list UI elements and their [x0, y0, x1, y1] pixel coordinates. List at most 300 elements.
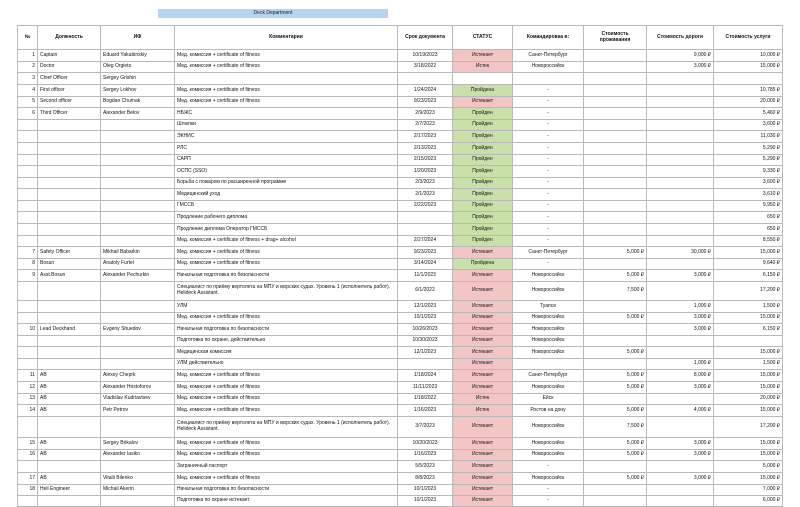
cell-road-cost[interactable] — [647, 73, 714, 85]
cell-name[interactable] — [101, 417, 175, 438]
cell-road-cost[interactable] — [647, 97, 714, 108]
cell-status[interactable]: Истекает — [453, 382, 513, 394]
cell-doc-date[interactable]: 2/9/2023 — [398, 108, 453, 120]
cell-service-cost[interactable]: 10,000 ₽ — [714, 50, 783, 62]
cell-road-cost[interactable]: 3,000 ₽ — [647, 324, 714, 336]
cell-service-cost[interactable]: 1,500 ₽ — [714, 359, 783, 370]
cell-comment[interactable] — [175, 73, 398, 85]
cell-trip-to[interactable]: - — [513, 485, 584, 496]
cell-comment[interactable]: Мед. комиссия + certificate of fitness + drag+ alcohol — [175, 236, 398, 247]
cell-service-cost[interactable]: 20,000 ₽ — [714, 394, 783, 405]
cell-trip-to[interactable]: Новороссийск — [513, 438, 584, 450]
cell-status[interactable]: Пройден — [453, 108, 513, 120]
cell-lodging-cost[interactable] — [584, 131, 647, 143]
cell-doc-date[interactable] — [398, 224, 453, 236]
cell-service-cost[interactable]: 8,550 ₽ — [714, 236, 783, 247]
cell-trip-to[interactable]: Санкт-Петербург — [513, 50, 584, 62]
cell-doc-date[interactable]: 10/1/2023 — [398, 313, 453, 324]
cell-trip-to[interactable]: Новороссийск — [513, 347, 584, 359]
cell-position[interactable] — [38, 201, 101, 212]
cell-name[interactable]: Evgeny Shuedov — [101, 324, 175, 336]
cell-road-cost[interactable]: 3,000 ₽ — [647, 62, 714, 73]
cell-trip-to[interactable]: - — [513, 97, 584, 108]
cell-doc-date[interactable]: 2/13/2023 — [398, 143, 453, 155]
cell-position[interactable] — [38, 347, 101, 359]
cell-service-cost[interactable]: 6,150 ₽ — [714, 324, 783, 336]
cell-road-cost[interactable]: 1,000 ₽ — [647, 301, 714, 313]
cell-name[interactable]: Alexey Cheprk — [101, 370, 175, 382]
cell-no[interactable] — [18, 166, 38, 178]
cell-comment[interactable]: Мед. комиссия + certificate of fitness — [175, 394, 398, 405]
cell-doc-date[interactable]: 2/3/2023 — [398, 178, 453, 189]
cell-lodging-cost[interactable] — [584, 394, 647, 405]
cell-no[interactable] — [18, 131, 38, 143]
cell-trip-to[interactable]: - — [513, 166, 584, 178]
cell-trip-to[interactable]: Новороссийск — [513, 336, 584, 347]
cell-comment[interactable]: Подготовка по охране истекает — [175, 496, 398, 507]
cell-doc-date[interactable]: 3/14/2024 — [398, 259, 453, 270]
cell-status[interactable]: Истек — [453, 62, 513, 73]
cell-trip-to[interactable]: - — [513, 189, 584, 201]
cell-status[interactable]: Истекает — [453, 473, 513, 485]
cell-position[interactable]: AB — [38, 370, 101, 382]
cell-trip-to[interactable]: - — [513, 120, 584, 131]
cell-name[interactable] — [101, 212, 175, 224]
cell-name[interactable]: Alexander Iasiko — [101, 450, 175, 461]
cell-trip-to[interactable]: - — [513, 143, 584, 155]
cell-comment[interactable]: Мед. комиссия + certificate of fitness — [175, 405, 398, 417]
cell-no[interactable] — [18, 336, 38, 347]
cell-position[interactable] — [38, 336, 101, 347]
cell-comment[interactable]: Мед. комиссия + certificate of fitness — [175, 62, 398, 73]
cell-no[interactable]: 17 — [18, 473, 38, 485]
cell-status[interactable]: Истекает — [453, 282, 513, 301]
header-lodging-cost[interactable]: Стоимость проживания — [584, 26, 647, 50]
cell-road-cost[interactable] — [647, 336, 714, 347]
cell-trip-to[interactable]: Ростов на дону — [513, 405, 584, 417]
cell-name[interactable]: Vladislav Kudriavtsev — [101, 394, 175, 405]
cell-no[interactable]: 18 — [18, 485, 38, 496]
cell-comment[interactable]: УЛМ — [175, 301, 398, 313]
cell-no[interactable]: 15 — [18, 438, 38, 450]
cell-position[interactable] — [38, 359, 101, 370]
cell-lodging-cost[interactable] — [584, 259, 647, 270]
cell-comment[interactable]: Медицинская комиссия — [175, 347, 398, 359]
cell-lodging-cost[interactable] — [584, 120, 647, 131]
cell-name[interactable]: Sergey Grishin — [101, 73, 175, 85]
cell-lodging-cost[interactable] — [584, 461, 647, 473]
cell-service-cost[interactable]: 15,000 ₽ — [714, 382, 783, 394]
cell-name[interactable] — [101, 313, 175, 324]
cell-name[interactable] — [101, 189, 175, 201]
cell-status[interactable]: Истекает — [453, 370, 513, 382]
cell-road-cost[interactable]: 3,000 ₽ — [647, 270, 714, 282]
cell-lodging-cost[interactable] — [584, 236, 647, 247]
cell-comment[interactable]: Начальная подготовка по безопасности — [175, 324, 398, 336]
cell-trip-to[interactable]: Санкт-Петербург — [513, 370, 584, 382]
cell-doc-date[interactable] — [398, 359, 453, 370]
cell-status[interactable]: Пройден — [453, 224, 513, 236]
cell-doc-date[interactable]: 2/15/2023 — [398, 155, 453, 166]
cell-position[interactable]: AB — [38, 382, 101, 394]
cell-service-cost[interactable]: 15,000 ₽ — [714, 450, 783, 461]
cell-no[interactable]: 2 — [18, 62, 38, 73]
cell-service-cost[interactable]: 9,330 ₽ — [714, 166, 783, 178]
cell-name[interactable] — [101, 301, 175, 313]
cell-comment[interactable]: Подготовка по охране, действительно — [175, 336, 398, 347]
cell-position[interactable] — [38, 313, 101, 324]
cell-status[interactable]: Истекает — [453, 324, 513, 336]
cell-service-cost[interactable]: 15,000 ₽ — [714, 347, 783, 359]
cell-lodging-cost[interactable] — [584, 73, 647, 85]
cell-trip-to[interactable]: Новороссийск — [513, 382, 584, 394]
cell-trip-to[interactable]: - — [513, 201, 584, 212]
cell-no[interactable]: 7 — [18, 247, 38, 259]
cell-name[interactable] — [101, 178, 175, 189]
cell-trip-to[interactable]: - — [513, 178, 584, 189]
cell-doc-date[interactable]: 1/18/2022 — [398, 394, 453, 405]
cell-service-cost[interactable]: 5,000 ₽ — [714, 461, 783, 473]
cell-comment[interactable]: РЛС — [175, 143, 398, 155]
cell-position[interactable] — [38, 236, 101, 247]
header-trip-to[interactable]: Командировка в: — [513, 26, 584, 50]
cell-status[interactable]: Истек — [453, 394, 513, 405]
cell-position[interactable]: Third Officer — [38, 108, 101, 120]
cell-doc-date[interactable]: 10/1/2023 — [398, 496, 453, 507]
cell-road-cost[interactable]: 3,000 ₽ — [647, 473, 714, 485]
cell-position[interactable]: First officer — [38, 85, 101, 97]
cell-no[interactable]: 1 — [18, 50, 38, 62]
header-doc-date[interactable]: Срок документа — [398, 26, 453, 50]
cell-comment[interactable]: Мед. комиссия + certificate of fitness — [175, 97, 398, 108]
cell-no[interactable]: 16 — [18, 450, 38, 461]
cell-name[interactable] — [101, 282, 175, 301]
cell-no[interactable]: 8 — [18, 259, 38, 270]
cell-service-cost[interactable]: 3,600 ₽ — [714, 178, 783, 189]
cell-status[interactable]: Истекает — [453, 313, 513, 324]
cell-lodging-cost[interactable] — [584, 224, 647, 236]
cell-position[interactable] — [38, 461, 101, 473]
cell-name[interactable] — [101, 155, 175, 166]
cell-lodging-cost[interactable] — [584, 301, 647, 313]
cell-road-cost[interactable]: 3,000 ₽ — [647, 313, 714, 324]
cell-lodging-cost[interactable]: 5,000 ₽ — [584, 313, 647, 324]
cell-position[interactable] — [38, 166, 101, 178]
cell-position[interactable]: Bosun — [38, 259, 101, 270]
cell-trip-to[interactable]: - — [513, 496, 584, 507]
cell-road-cost[interactable]: 8,000 ₽ — [647, 370, 714, 382]
cell-status[interactable]: Пройден — [453, 201, 513, 212]
header-name[interactable]: ИФ — [101, 26, 175, 50]
cell-road-cost[interactable]: 30,000 ₽ — [647, 247, 714, 259]
cell-status[interactable]: Пройден — [453, 131, 513, 143]
cell-status[interactable]: Истекает — [453, 347, 513, 359]
cell-service-cost[interactable]: 5,460 ₽ — [714, 108, 783, 120]
cell-position[interactable]: Lead Deckhand — [38, 324, 101, 336]
cell-name[interactable]: Bogdan Chumak — [101, 97, 175, 108]
cell-service-cost[interactable]: 11,030 ₽ — [714, 131, 783, 143]
cell-no[interactable] — [18, 212, 38, 224]
cell-service-cost[interactable]: 9,950 ₽ — [714, 201, 783, 212]
cell-status[interactable]: Истек — [453, 405, 513, 417]
cell-doc-date[interactable]: 9/23/2023 — [398, 97, 453, 108]
cell-doc-date[interactable]: 5/5/2023 — [398, 461, 453, 473]
cell-trip-to[interactable]: - — [513, 155, 584, 166]
cell-road-cost[interactable] — [647, 85, 714, 97]
cell-name[interactable] — [101, 236, 175, 247]
cell-name[interactable] — [101, 347, 175, 359]
cell-position[interactable]: AB — [38, 450, 101, 461]
cell-lodging-cost[interactable] — [584, 85, 647, 97]
cell-comment[interactable]: Мед. комиссия + certificate of fitness — [175, 382, 398, 394]
cell-status[interactable]: Пройден — [453, 155, 513, 166]
cell-name[interactable] — [101, 336, 175, 347]
cell-doc-date[interactable]: 2/22/2023 — [398, 201, 453, 212]
cell-status[interactable]: Истекает — [453, 438, 513, 450]
cell-service-cost[interactable]: 3,600 ₽ — [714, 120, 783, 131]
cell-road-cost[interactable] — [647, 120, 714, 131]
cell-service-cost[interactable]: 15,000 ₽ — [714, 438, 783, 450]
cell-no[interactable] — [18, 359, 38, 370]
cell-comment[interactable]: Мед. комиссия + certificate of fitness — [175, 438, 398, 450]
cell-service-cost[interactable]: 15,000 ₽ — [714, 405, 783, 417]
cell-service-cost[interactable]: 15,000 ₽ — [714, 473, 783, 485]
cell-comment[interactable]: Борьба с пожаром по расширенной программе — [175, 178, 398, 189]
cell-status[interactable]: Пройден — [453, 166, 513, 178]
cell-trip-to[interactable]: - — [513, 461, 584, 473]
cell-road-cost[interactable]: 3,000 ₽ — [647, 450, 714, 461]
cell-name[interactable]: Eduard Yakubinskiy — [101, 50, 175, 62]
cell-trip-to[interactable]: Новороссийск — [513, 313, 584, 324]
cell-no[interactable] — [18, 143, 38, 155]
cell-name[interactable]: Sergey Brikalov — [101, 438, 175, 450]
cell-doc-date[interactable]: 8/8/2023 — [398, 473, 453, 485]
cell-lodging-cost[interactable] — [584, 496, 647, 507]
cell-no[interactable] — [18, 301, 38, 313]
cell-status[interactable]: Истекает — [453, 485, 513, 496]
cell-comment[interactable]: Мед. комиссия + certificate of fitness — [175, 370, 398, 382]
cell-lodging-cost[interactable] — [584, 62, 647, 73]
cell-no[interactable]: 10 — [18, 324, 38, 336]
cell-comment[interactable]: Начальная подготовка по безопасности — [175, 270, 398, 282]
cell-service-cost[interactable]: 650 ₽ — [714, 224, 783, 236]
cell-no[interactable] — [18, 120, 38, 131]
cell-no[interactable] — [18, 417, 38, 438]
cell-status[interactable]: Пройден — [453, 120, 513, 131]
cell-status[interactable]: Истекает — [453, 450, 513, 461]
cell-trip-to[interactable]: Ейск — [513, 394, 584, 405]
cell-lodging-cost[interactable] — [584, 178, 647, 189]
cell-name[interactable] — [101, 166, 175, 178]
cell-position[interactable] — [38, 301, 101, 313]
cell-no[interactable]: 12 — [18, 382, 38, 394]
cell-name[interactable]: Vitalii Bilenko — [101, 473, 175, 485]
cell-position[interactable]: Second officer — [38, 97, 101, 108]
cell-status[interactable]: Истекает — [453, 359, 513, 370]
cell-comment[interactable]: Продление рабочего диплома — [175, 212, 398, 224]
cell-no[interactable]: 9 — [18, 270, 38, 282]
cell-road-cost[interactable]: 1,000 ₽ — [647, 359, 714, 370]
cell-status[interactable]: Истекает — [453, 336, 513, 347]
cell-position[interactable] — [38, 189, 101, 201]
cell-no[interactable] — [18, 224, 38, 236]
cell-service-cost[interactable]: 6,150 ₽ — [714, 270, 783, 282]
cell-doc-date[interactable]: 1/16/2023 — [398, 450, 453, 461]
header-position[interactable]: Должность — [38, 26, 101, 50]
cell-trip-to[interactable]: - — [513, 224, 584, 236]
cell-lodging-cost[interactable]: 5,000 ₽ — [584, 405, 647, 417]
cell-lodging-cost[interactable] — [584, 201, 647, 212]
cell-comment[interactable]: ЭКНИС — [175, 131, 398, 143]
cell-no[interactable] — [18, 313, 38, 324]
cell-status[interactable]: Пройден — [453, 143, 513, 155]
cell-name[interactable] — [101, 120, 175, 131]
cell-doc-date[interactable]: 10/1/2023 — [398, 485, 453, 496]
cell-comment[interactable]: Специалист по приёму вертолета на МПУ и морских судах. Уровень 1 (исполнитель работ). Helideck Assistant. — [175, 282, 398, 301]
cell-no[interactable] — [18, 201, 38, 212]
cell-status[interactable]: Пройден — [453, 236, 513, 247]
header-service-cost[interactable]: Стоимость услуги — [714, 26, 783, 50]
cell-doc-date[interactable]: 12/1/2023 — [398, 301, 453, 313]
department-banner[interactable]: Deck Department — [158, 9, 388, 18]
cell-comment[interactable]: ГМССБ — [175, 201, 398, 212]
cell-name[interactable]: Michail Akerin — [101, 485, 175, 496]
cell-road-cost[interactable] — [647, 143, 714, 155]
cell-trip-to[interactable]: - — [513, 85, 584, 97]
cell-doc-date[interactable]: 2/1/2023 — [398, 189, 453, 201]
cell-service-cost[interactable]: 9,640 ₽ — [714, 259, 783, 270]
cell-trip-to[interactable]: - — [513, 108, 584, 120]
cell-position[interactable] — [38, 143, 101, 155]
cell-road-cost[interactable] — [647, 485, 714, 496]
cell-lodging-cost[interactable] — [584, 143, 647, 155]
cell-service-cost[interactable] — [714, 336, 783, 347]
cell-name[interactable]: Alexander Belov — [101, 108, 175, 120]
cell-doc-date[interactable]: 10/26/2023 — [398, 324, 453, 336]
cell-name[interactable]: Anatoly Furtel — [101, 259, 175, 270]
cell-service-cost[interactable]: 10,785 ₽ — [714, 85, 783, 97]
cell-service-cost[interactable]: 15,000 ₽ — [714, 62, 783, 73]
cell-doc-date[interactable]: 2/17/2023 — [398, 131, 453, 143]
cell-lodging-cost[interactable]: 5,000 ₽ — [584, 370, 647, 382]
cell-position[interactable] — [38, 224, 101, 236]
header-status[interactable]: СТАТУС — [453, 26, 513, 50]
cell-service-cost[interactable]: 6,000 ₽ — [714, 496, 783, 507]
cell-status[interactable]: Истекает — [453, 301, 513, 313]
cell-comment[interactable]: Продление диплома Оператор ГМССБ — [175, 224, 398, 236]
cell-name[interactable] — [101, 224, 175, 236]
cell-lodging-cost[interactable] — [584, 108, 647, 120]
cell-lodging-cost[interactable]: 5,000 ₽ — [584, 450, 647, 461]
cell-status[interactable]: Пройден — [453, 178, 513, 189]
header-comments[interactable]: Комментарии — [175, 26, 398, 50]
cell-status[interactable] — [453, 73, 513, 85]
cell-no[interactable]: 4 — [18, 85, 38, 97]
cell-no[interactable]: 11 — [18, 370, 38, 382]
cell-service-cost[interactable]: 15,000 ₽ — [714, 313, 783, 324]
cell-comment[interactable]: Медицинский уход — [175, 189, 398, 201]
cell-road-cost[interactable] — [647, 155, 714, 166]
cell-no[interactable] — [18, 496, 38, 507]
cell-trip-to[interactable] — [513, 73, 584, 85]
cell-lodging-cost[interactable] — [584, 50, 647, 62]
cell-position[interactable] — [38, 120, 101, 131]
cell-service-cost[interactable]: 15,000 ₽ — [714, 247, 783, 259]
cell-doc-date[interactable]: 9/23/2023 — [398, 247, 453, 259]
cell-road-cost[interactable] — [647, 236, 714, 247]
cell-comment[interactable]: Мед. комиссия + certificate of fitness — [175, 450, 398, 461]
cell-road-cost[interactable] — [647, 496, 714, 507]
cell-comment[interactable]: Мед. комиссия + certificate of fitness — [175, 313, 398, 324]
cell-lodging-cost[interactable] — [584, 166, 647, 178]
cell-no[interactable] — [18, 155, 38, 166]
cell-comment[interactable]: Мед. комиссия + certificate of fitness — [175, 85, 398, 97]
cell-position[interactable]: Chief Officer — [38, 73, 101, 85]
cell-service-cost[interactable]: 17,200 ₽ — [714, 282, 783, 301]
cell-service-cost[interactable]: 20,000 ₽ — [714, 97, 783, 108]
cell-status[interactable]: Истекает — [453, 50, 513, 62]
cell-position[interactable] — [38, 496, 101, 507]
cell-service-cost[interactable]: 5,290 ₽ — [714, 155, 783, 166]
cell-comment[interactable]: Шлюпки — [175, 120, 398, 131]
cell-lodging-cost[interactable] — [584, 485, 647, 496]
cell-lodging-cost[interactable] — [584, 324, 647, 336]
cell-lodging-cost[interactable]: 5,000 ₽ — [584, 270, 647, 282]
cell-comment[interactable]: Мед. комиссия + certificate of fitness — [175, 50, 398, 62]
cell-doc-date[interactable]: 1/20/2023 — [398, 166, 453, 178]
cell-doc-date[interactable]: 11/11/2023 — [398, 382, 453, 394]
cell-comment[interactable]: НБЖС — [175, 108, 398, 120]
cell-position[interactable] — [38, 212, 101, 224]
cell-no[interactable]: 14 — [18, 405, 38, 417]
cell-road-cost[interactable] — [647, 394, 714, 405]
header-road-cost[interactable]: Стоимость дороги — [647, 26, 714, 50]
cell-status[interactable]: Истекает — [453, 270, 513, 282]
cell-service-cost[interactable]: 650 ₽ — [714, 212, 783, 224]
cell-comment[interactable]: Заграничный паспорт — [175, 461, 398, 473]
cell-road-cost[interactable] — [647, 417, 714, 438]
cell-doc-date[interactable]: 1/24/2024 — [398, 85, 453, 97]
cell-status[interactable]: Истекает — [453, 97, 513, 108]
cell-road-cost[interactable] — [647, 108, 714, 120]
cell-position[interactable]: AB — [38, 473, 101, 485]
cell-name[interactable] — [101, 131, 175, 143]
cell-trip-to[interactable]: Санкт-Петербург — [513, 247, 584, 259]
cell-no[interactable]: 6 — [18, 108, 38, 120]
cell-name[interactable] — [101, 201, 175, 212]
cell-comment[interactable]: Мед. комиссия + certificate of fitness — [175, 259, 398, 270]
cell-position[interactable] — [38, 155, 101, 166]
cell-position[interactable]: Safety Officer — [38, 247, 101, 259]
cell-trip-to[interactable]: - — [513, 236, 584, 247]
cell-service-cost[interactable]: 1,500 ₽ — [714, 301, 783, 313]
cell-road-cost[interactable] — [647, 461, 714, 473]
cell-comment[interactable]: Специалист по приёму вертолета на МПУ и морских судах. Уровень 1 (исполнитель работ). Helideck Assistant. — [175, 417, 398, 438]
cell-road-cost[interactable]: 3,000 ₽ — [647, 382, 714, 394]
cell-position[interactable] — [38, 282, 101, 301]
cell-name[interactable]: Mikhail Babarkin — [101, 247, 175, 259]
cell-comment[interactable]: ОСПС (SSO) — [175, 166, 398, 178]
cell-trip-to[interactable]: - — [513, 131, 584, 143]
cell-name[interactable] — [101, 461, 175, 473]
cell-status[interactable]: Пройден — [453, 189, 513, 201]
cell-name[interactable]: Petr Petrov — [101, 405, 175, 417]
cell-position[interactable] — [38, 417, 101, 438]
cell-service-cost[interactable]: 7,000 ₽ — [714, 485, 783, 496]
cell-name[interactable] — [101, 359, 175, 370]
cell-doc-date[interactable]: 1/18/2024 — [398, 370, 453, 382]
cell-trip-to[interactable]: Новороссийск — [513, 417, 584, 438]
